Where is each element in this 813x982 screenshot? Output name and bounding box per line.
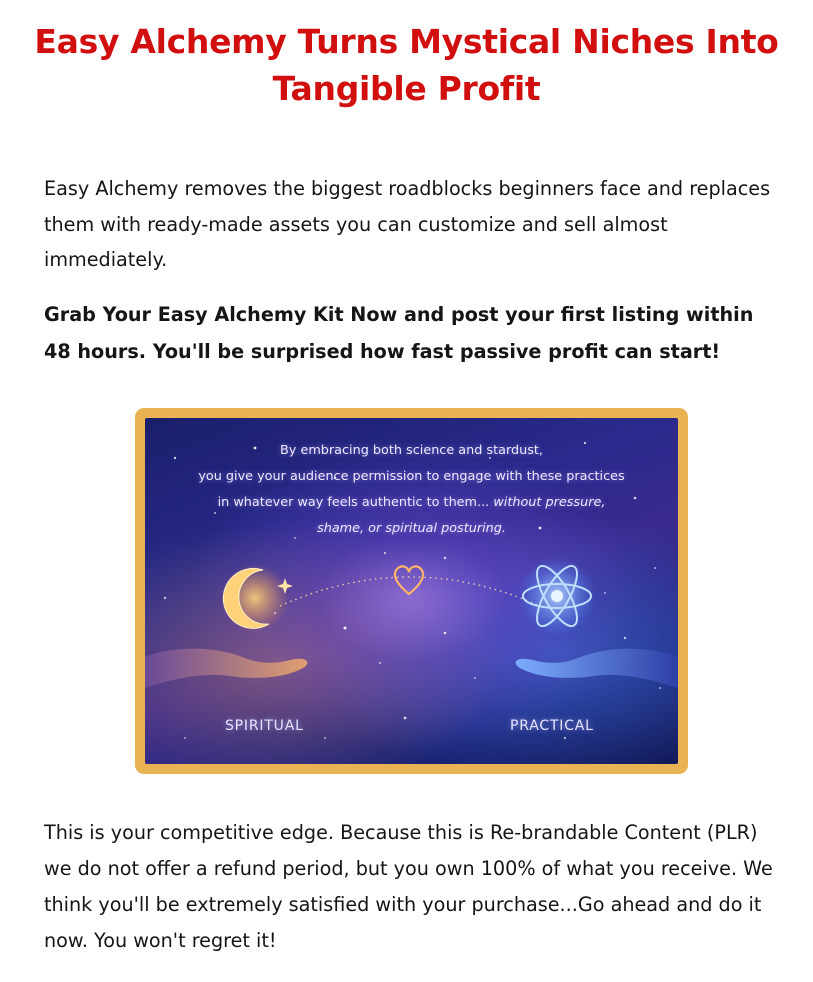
page-headline: Easy Alchemy Turns Mystical Niches Into Tangible Profit	[34, 22, 779, 108]
quote-line-3-italic: without pressure,	[493, 495, 606, 510]
quote-line-4: shame, or spiritual posturing.	[317, 521, 506, 536]
intro-paragraph: Easy Alchemy removes the biggest roadblocks beginners face and replaces them with ready-made assets you can customize and sell almost immediately.	[44, 177, 771, 271]
promo-image	[145, 418, 678, 764]
crescent-moon-icon	[221, 564, 293, 632]
call-to-action-text: Grab Your Easy Alchemy Kit Now and post your first listing within 48 hours. You'll be surprised how fast passive profit can start!	[44, 303, 754, 363]
open-hand-icon	[145, 649, 678, 688]
spiritual-label: SPIRITUAL	[225, 718, 304, 734]
heart-icon	[395, 566, 423, 594]
practical-label: PRACTICAL	[510, 718, 594, 734]
quote-line-1: By embracing both science and stardust,	[280, 443, 543, 458]
energy-arc	[280, 577, 540, 606]
image-quote	[165, 438, 658, 542]
atom-icon	[517, 556, 597, 636]
closing-paragraph: This is your competitive edge. Because this is Re-brandable Content (PLR) we do not offer a refund period, but you own 100% of what you receive. We think you'll be extremely satisfied with your purchase...Go ahead and do it now. You won't regret it!	[44, 821, 773, 952]
quote-line-2: you give your audience permission to engage with these practices	[198, 469, 625, 484]
promo-image-frame	[135, 408, 688, 774]
quote-line-3: in whatever way feels authentic to them...	[217, 495, 490, 510]
